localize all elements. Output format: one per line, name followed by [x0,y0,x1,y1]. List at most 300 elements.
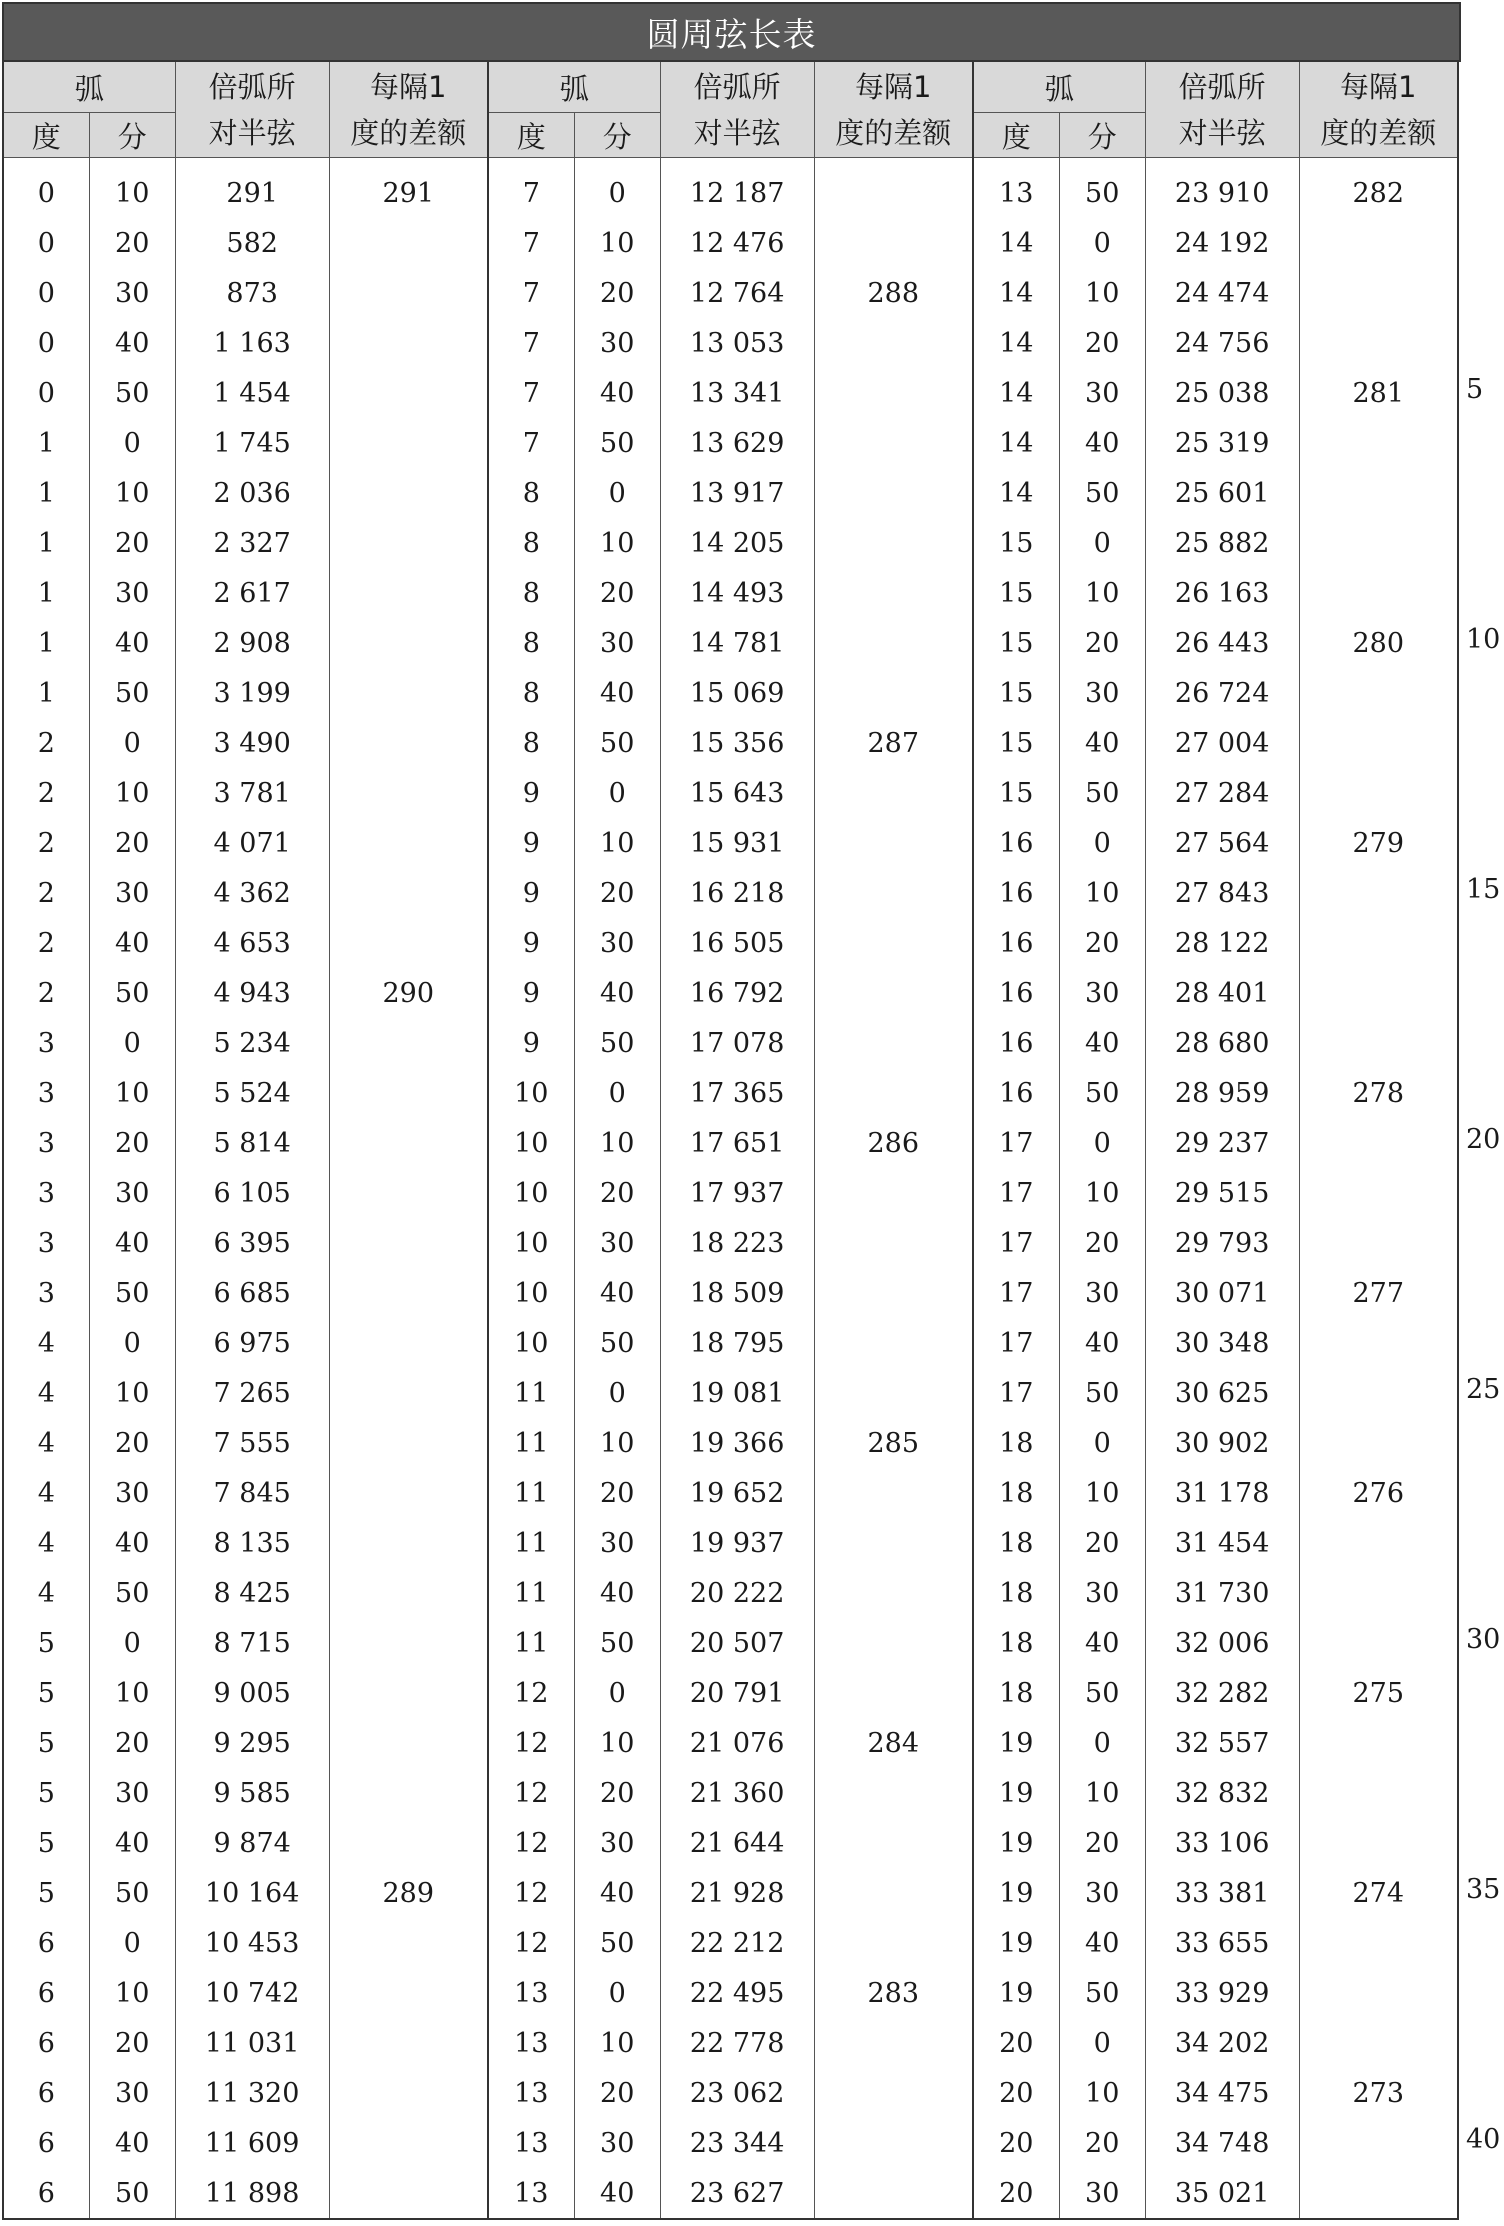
cell-difference [1299,518,1458,568]
margin-line-number: 25 [1466,1374,1501,1405]
cell-minute: 20 [574,568,660,618]
table-row [488,568,973,618]
cell-half-chord: 3 781 [175,768,329,818]
cell-minute: 0 [1059,818,1145,868]
cell-half-chord: 20 507 [660,1618,814,1668]
cell-degree: 15 [973,568,1059,618]
cell-minute: 30 [1059,368,1145,418]
cell-degree: 8 [488,668,574,718]
table-row [488,1768,973,1818]
cell-degree: 10 [488,1168,574,1218]
cell-half-chord: 28 680 [1145,1018,1299,1068]
cell-half-chord: 26 724 [1145,668,1299,718]
table-row [3,768,488,818]
margin-line-number: 40 [1466,2124,1501,2155]
table-row [488,1618,973,1668]
table-row [973,2018,1458,2068]
cell-difference [329,1318,488,1368]
header-arc: 弧 [973,61,1145,113]
cell-degree: 9 [488,818,574,868]
cell-degree: 6 [3,2118,89,2168]
table-row [973,2168,1458,2219]
table-row [973,1018,1458,1068]
cell-minute: 50 [574,1318,660,1368]
cell-degree: 15 [973,618,1059,668]
cell-half-chord: 30 625 [1145,1368,1299,1418]
cell-degree: 12 [488,1718,574,1768]
cell-degree: 3 [3,1068,89,1118]
table-row [3,1418,488,1468]
cell-minute: 0 [574,1068,660,1118]
cell-minute: 50 [89,2168,175,2219]
cell-difference [329,1368,488,1418]
cell-degree: 2 [3,818,89,868]
cell-minute: 40 [574,368,660,418]
cell-half-chord: 25 319 [1145,418,1299,468]
cell-minute: 10 [1059,568,1145,618]
cell-half-chord: 33 381 [1145,1868,1299,1918]
cell-half-chord: 12 476 [660,218,814,268]
cell-difference [329,568,488,618]
cell-half-chord: 31 178 [1145,1468,1299,1518]
cell-minute: 20 [574,1168,660,1218]
margin-line-number: 30 [1466,1624,1501,1655]
table-row [488,968,973,1018]
cell-minute: 0 [1059,218,1145,268]
cell-half-chord: 35 021 [1145,2168,1299,2219]
cell-minute: 50 [89,668,175,718]
table-row [973,468,1458,518]
cell-minute: 50 [1059,1068,1145,1118]
cell-minute: 20 [1059,1218,1145,1268]
cell-difference [1299,2118,1458,2168]
cell-half-chord: 4 653 [175,918,329,968]
cell-half-chord: 15 931 [660,818,814,868]
cell-degree: 7 [488,158,574,219]
cell-difference [1299,1218,1458,1268]
cell-half-chord: 30 071 [1145,1268,1299,1318]
cell-difference [1299,1618,1458,1668]
cell-minute: 20 [89,1118,175,1168]
cell-minute: 0 [89,418,175,468]
cell-difference: 276 [1299,1468,1458,1518]
cell-difference [329,1918,488,1968]
cell-half-chord: 16 505 [660,918,814,968]
cell-difference [1299,1018,1458,1068]
cell-degree: 20 [973,2168,1059,2219]
cell-half-chord: 33 106 [1145,1818,1299,1868]
cell-half-chord: 23 062 [660,2068,814,2118]
cell-minute: 10 [574,1418,660,1468]
cell-half-chord: 1 163 [175,318,329,368]
margin-line-number: 5 [1466,374,1484,405]
cell-difference [329,1018,488,1068]
cell-half-chord: 13 629 [660,418,814,468]
cell-minute: 10 [1059,1768,1145,1818]
header-difference-line1: 每隔1 [855,69,932,104]
cell-difference [814,218,973,268]
header-arc: 弧 [488,61,660,113]
cell-half-chord: 29 237 [1145,1118,1299,1168]
table-title: 圆周弦长表 [2,2,1461,62]
cell-half-chord: 6 395 [175,1218,329,1268]
cell-minute: 30 [1059,2168,1145,2219]
table-row [973,1768,1458,1818]
cell-half-chord: 30 902 [1145,1418,1299,1468]
cell-minute: 30 [574,618,660,668]
table-row [973,518,1458,568]
table-row [3,1218,488,1268]
cell-minute: 10 [1059,868,1145,918]
cell-minute: 40 [1059,1018,1145,1068]
table-row [488,2168,973,2219]
cell-degree: 20 [973,2118,1059,2168]
cell-difference [1299,1368,1458,1418]
cell-half-chord: 24 192 [1145,218,1299,268]
cell-minute: 50 [1059,1668,1145,1718]
cell-degree: 12 [488,1768,574,1818]
cell-half-chord: 1 454 [175,368,329,418]
table-row [3,1518,488,1568]
cell-degree: 11 [488,1568,574,1618]
cell-difference [1299,1818,1458,1868]
cell-half-chord: 19 652 [660,1468,814,1518]
cell-half-chord: 3 490 [175,718,329,768]
table-row [3,1768,488,1818]
cell-half-chord: 4 943 [175,968,329,1018]
cell-difference [814,2018,973,2068]
cell-difference [329,368,488,418]
table-row [973,268,1458,318]
cell-minute: 40 [574,968,660,1018]
margin-line-number: 15 [1466,874,1501,905]
cell-half-chord: 22 212 [660,1918,814,1968]
cell-degree: 18 [973,1668,1059,1718]
cell-half-chord: 26 163 [1145,568,1299,618]
cell-degree: 8 [488,718,574,768]
cell-difference [814,968,973,1018]
cell-half-chord: 13 341 [660,368,814,418]
table-row [488,918,973,968]
cell-degree: 15 [973,768,1059,818]
cell-difference [329,1968,488,2018]
table-row [488,1118,973,1168]
cell-minute: 40 [574,668,660,718]
cell-difference [329,818,488,868]
cell-difference: 286 [814,1118,973,1168]
cell-minute: 20 [1059,2118,1145,2168]
cell-degree: 0 [3,318,89,368]
cell-degree: 11 [488,1418,574,1468]
cell-degree: 7 [488,318,574,368]
table-row [488,418,973,468]
table-row [973,1618,1458,1668]
cell-minute: 50 [574,418,660,468]
cell-half-chord: 27 843 [1145,868,1299,918]
cell-difference [814,2168,973,2219]
cell-difference [814,518,973,568]
cell-degree: 13 [488,2118,574,2168]
cell-half-chord: 27 284 [1145,768,1299,818]
cell-difference [329,868,488,918]
header-half-chord [660,61,814,158]
cell-degree: 16 [973,918,1059,968]
cell-degree: 3 [3,1168,89,1218]
cell-half-chord: 7 845 [175,1468,329,1518]
table-row [488,218,973,268]
cell-half-chord: 8 715 [175,1618,329,1668]
table-row [973,158,1458,219]
table-row [3,618,488,668]
cell-half-chord: 28 401 [1145,968,1299,1018]
cell-minute: 30 [89,1768,175,1818]
cell-degree: 9 [488,968,574,1018]
cell-minute: 40 [574,1268,660,1318]
cell-degree: 20 [973,2018,1059,2068]
cell-degree: 4 [3,1568,89,1618]
cell-minute: 20 [574,268,660,318]
cell-half-chord: 6 105 [175,1168,329,1218]
cell-difference: 280 [1299,618,1458,668]
cell-degree: 3 [3,1268,89,1318]
table-row [3,1268,488,1318]
cell-half-chord: 28 959 [1145,1068,1299,1118]
cell-half-chord: 2 617 [175,568,329,618]
table-row [973,668,1458,718]
cell-half-chord: 20 222 [660,1568,814,1618]
table-row [3,2168,488,2219]
header-difference [814,61,973,158]
margin-line-number: 35 [1466,1874,1501,1905]
cell-minute: 10 [89,1368,175,1418]
cell-degree: 16 [973,1018,1059,1068]
table-row [973,1218,1458,1268]
cell-minute: 10 [1059,1468,1145,1518]
cell-half-chord: 7 555 [175,1418,329,1468]
cell-minute: 20 [89,818,175,868]
cell-degree: 4 [3,1418,89,1468]
cell-degree: 5 [3,1818,89,1868]
header-degree: 度 [3,113,89,158]
cell-half-chord: 16 218 [660,868,814,918]
table-row [973,868,1458,918]
cell-minute: 20 [89,1718,175,1768]
cell-degree: 6 [3,2018,89,2068]
table-row [488,818,973,868]
table-row [973,1318,1458,1368]
cell-degree: 20 [973,2068,1059,2118]
cell-difference [814,1568,973,1618]
cell-minute: 30 [89,568,175,618]
cell-half-chord: 14 493 [660,568,814,618]
table-row [488,1568,973,1618]
cell-half-chord: 32 282 [1145,1668,1299,1718]
cell-degree: 7 [488,368,574,418]
cell-difference: 278 [1299,1068,1458,1118]
table-row [973,1668,1458,1718]
cell-minute: 40 [1059,718,1145,768]
table-row [488,768,973,818]
cell-half-chord: 34 202 [1145,2018,1299,2068]
cell-half-chord: 34 475 [1145,2068,1299,2118]
cell-half-chord: 33 655 [1145,1918,1299,1968]
cell-difference [329,218,488,268]
cell-minute: 40 [1059,1918,1145,1968]
cell-half-chord: 19 366 [660,1418,814,1468]
cell-minute: 0 [89,1918,175,1968]
table-row [973,768,1458,818]
table-row [973,1918,1458,1968]
cell-minute: 40 [89,318,175,368]
cell-difference [329,768,488,818]
cell-degree: 12 [488,1868,574,1918]
cell-degree: 12 [488,1668,574,1718]
cell-difference [329,268,488,318]
cell-half-chord: 28 122 [1145,918,1299,968]
cell-degree: 15 [973,518,1059,568]
table-row [488,868,973,918]
cell-half-chord: 11 898 [175,2168,329,2219]
cell-difference [814,568,973,618]
cell-half-chord: 21 928 [660,1868,814,1918]
cell-difference [1299,918,1458,968]
chord-table [2,60,489,2220]
cell-minute: 10 [574,518,660,568]
cell-difference [329,2018,488,2068]
table-row [3,1168,488,1218]
cell-minute: 30 [89,2068,175,2118]
cell-degree: 19 [973,1918,1059,1968]
cell-difference [1299,1118,1458,1168]
table-row [488,518,973,568]
cell-half-chord: 29 515 [1145,1168,1299,1218]
table-row [973,1868,1458,1918]
cell-minute: 50 [1059,1368,1145,1418]
header-difference-line2: 度的差额 [835,115,952,150]
cell-degree: 11 [488,1518,574,1568]
cell-difference: 282 [1299,158,1458,219]
cell-degree: 16 [973,818,1059,868]
cell-minute: 50 [1059,768,1145,818]
cell-minute: 40 [1059,1318,1145,1368]
cell-half-chord: 1 745 [175,418,329,468]
cell-half-chord: 32 557 [1145,1718,1299,1768]
cell-half-chord: 7 265 [175,1368,329,1418]
cell-half-chord: 15 643 [660,768,814,818]
cell-degree: 12 [488,1818,574,1868]
cell-minute: 20 [1059,618,1145,668]
cell-half-chord: 22 778 [660,2018,814,2068]
cell-minute: 50 [89,1268,175,1318]
cell-difference: 288 [814,268,973,318]
cell-half-chord: 873 [175,268,329,318]
cell-half-chord: 32 832 [1145,1768,1299,1818]
cell-degree: 4 [3,1518,89,1568]
header-half-chord-line1: 倍弧所 [693,69,781,104]
cell-degree: 18 [973,1468,1059,1518]
table-row [3,268,488,318]
table-row [3,1868,488,1918]
cell-minute: 50 [574,718,660,768]
cell-minute: 10 [89,1968,175,2018]
table-row [488,1168,973,1218]
cell-minute: 10 [1059,268,1145,318]
cell-degree: 11 [488,1468,574,1518]
cell-degree: 13 [488,2068,574,2118]
table-row [488,1218,973,1268]
cell-degree: 18 [973,1418,1059,1468]
cell-difference [814,1818,973,1868]
cell-degree: 10 [488,1068,574,1118]
table-row [3,1918,488,1968]
cell-minute: 10 [89,1068,175,1118]
table-row [488,1268,973,1318]
cell-minute: 30 [1059,1268,1145,1318]
table-row [488,158,973,219]
header-half-chord-line2: 对半弦 [693,115,781,150]
cell-degree: 1 [3,618,89,668]
cell-degree: 8 [488,468,574,518]
cell-degree: 6 [3,1918,89,1968]
cell-difference [1299,1918,1458,1968]
table-row [973,1568,1458,1618]
table-row [3,418,488,468]
table-row [3,818,488,868]
cell-difference [814,1768,973,1818]
cell-difference [814,2068,973,2118]
cell-difference [814,1468,973,1518]
cell-degree: 6 [3,1968,89,2018]
table-row [488,1418,973,1468]
cell-degree: 6 [3,2168,89,2219]
cell-minute: 10 [574,1118,660,1168]
cell-difference [329,318,488,368]
cell-minute: 40 [89,618,175,668]
cell-minute: 10 [1059,1168,1145,1218]
cell-half-chord: 13 053 [660,318,814,368]
cell-difference [1299,468,1458,518]
table-row [3,868,488,918]
cell-minute: 30 [574,2118,660,2168]
cell-minute: 10 [574,818,660,868]
cell-half-chord: 291 [175,158,329,219]
cell-minute: 30 [1059,968,1145,1018]
cell-minute: 10 [1059,2068,1145,2118]
table-row [488,1668,973,1718]
cell-difference [1299,1768,1458,1818]
cell-degree: 12 [488,1918,574,1968]
cell-minute: 50 [1059,468,1145,518]
cell-minute: 40 [1059,1618,1145,1668]
cell-minute: 20 [1059,1518,1145,1568]
cell-difference [1299,418,1458,468]
cell-difference [329,2068,488,2118]
cell-difference: 279 [1299,818,1458,868]
cell-difference [1299,868,1458,918]
cell-difference [329,918,488,968]
cell-degree: 14 [973,368,1059,418]
cell-difference: 274 [1299,1868,1458,1918]
cell-degree: 0 [3,158,89,219]
cell-difference [329,2118,488,2168]
cell-minute: 40 [89,918,175,968]
cell-difference [329,2168,488,2219]
cell-half-chord: 15 356 [660,718,814,768]
cell-minute: 50 [574,1618,660,1668]
cell-degree: 19 [973,1818,1059,1868]
cell-degree: 13 [488,1968,574,2018]
table-row [488,1318,973,1368]
